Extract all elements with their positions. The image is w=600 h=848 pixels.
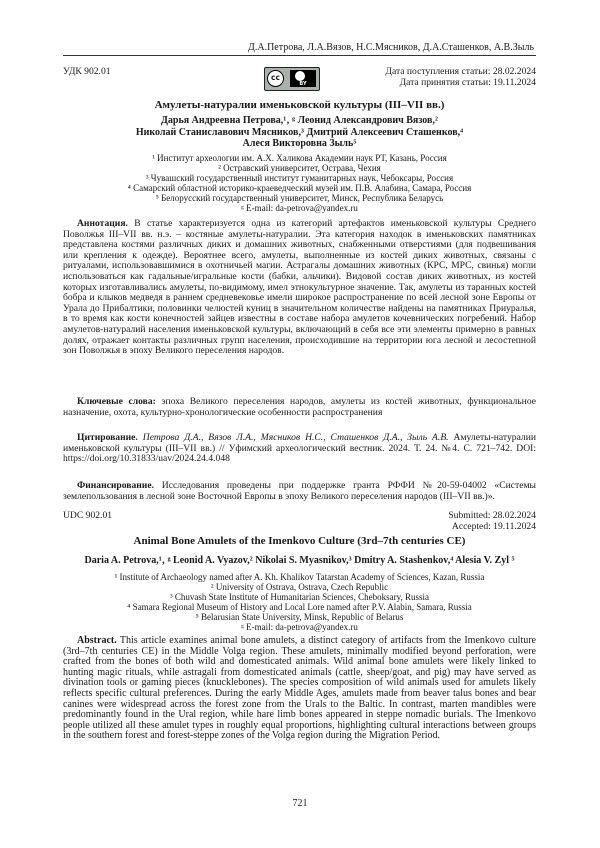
en-dates	[448, 510, 536, 532]
en-udc: UDC 902.01	[63, 510, 113, 521]
ru-submitted: Дата поступления статьи: 28.02.2024	[385, 66, 536, 77]
ru-affiliation: ³ Чувашский государственный институт гуманитарных наук, Чебоксары, Россия	[145, 173, 454, 183]
by-label: BY	[299, 81, 307, 87]
ru-keywords	[63, 397, 536, 418]
cc-icon: cc	[267, 70, 284, 87]
ru-funding	[63, 481, 536, 502]
page-number: 721	[292, 798, 308, 809]
ru-authors	[63, 115, 536, 150]
ru-keywords-text: эпоха Великого переселения народов, амулеты из костей животных, функциональное назначение, охота, культурно-хронологические особенности распространения	[63, 396, 536, 418]
en-abstract-label: Abstract.	[77, 635, 117, 646]
ru-abstract	[63, 219, 536, 357]
ru-affiliation: ² Остравский университет, Острава, Чехия	[218, 163, 381, 173]
en-accepted: Accepted: 19.11.2024	[451, 521, 536, 532]
ru-abstract-text: В статье характеризуется одна из категорий артефактов именьковской культуры Среднего Поволжья III–VII вв. н.э. – костяные амулеты-натуралии. Эта категория находок в именьковских памятниках представлена костями различных диких и домашних животных, снабженными отверстиями (для подвешивания или крепления к одежде). Вероятнее всего, амулеты, выполненные из костей диких животных, связаны с ритуалами, использовавшимися в охотничьей магии. Астрагалы домашних животных (КРС, МРС, свинья) могли использоваться как гадальные/игральные кости (бабки, альчики). Видовой состав диких животных, из костей которых изготавливались амулеты, по-видимому, имел этнокультурное значение. Так, амулеты из таранных костей бобра и клыков медведя в раннем средневековье имели широкое распространение по всей лесной зоне Европы от Урала до Прибалтики, половинки челюстей куниц в значительном количестве найдены на памятниках Приуралья, в то время как кости конечностей зайцев известны в составе набора амулетов кочевнических погребений. Набор амулетов-натуралий населения именьковской культуры, включающий в себя все эти элементы примерно в равных долях, отражает контакты различных групп населения, происходившие на территории юга лесной и лесостепной зон Поволжья в эпоху Великого переселения народов.	[63, 218, 536, 357]
ru-keywords-label: Ключевые слова:	[77, 396, 156, 407]
en-affiliation: ⁴ Samara Regional Museum of History and Local Lore named after P.V. Alabin, Samara, Russia	[127, 602, 472, 612]
en-submitted: Submitted: 28.02.2024	[448, 510, 536, 521]
ru-accepted: Дата принятия статьи: 19.11.2024	[399, 77, 536, 88]
ru-citation-text[interactable]: Амулеты-натуралии именьковской культуры (III–VII вв.) // Уфимский археологический вестник. 2024. Т. 24. №4. С. 721–742. DOI: https://doi.org/10.31833/uav/2024.24.4.048	[63, 432, 536, 465]
ru-affiliation: ⁴ Самарский областной историко-краеведческий музей им. П.В. Алабина, Самара, Россия	[127, 183, 472, 193]
en-title: Animal Bone Amulets of the Imenkovo Culture (3rd–7th centuries CE)	[133, 535, 466, 547]
ru-title: Амулеты-натуралии именьковской культуры (III–VII вв.)	[154, 99, 445, 111]
by-icon	[290, 70, 316, 87]
ru-affiliation: ¹ Институт археологии им. А.Х. Халикова Академии наук РТ, Казань, Россия	[152, 153, 447, 163]
en-authors: Daria A. Petrova,¹‚ ᵍ Leonid A. Vyazov,² Nikolai S. Myasnikov,³ Dmitry A. Stashenkov,⁴ Alesia V. Zyl ⁵	[84, 555, 515, 566]
en-affiliations	[63, 572, 536, 632]
en-affiliation: ³ Chuvash State Institute of Humanitarian Sciences, Cheboksary, Russia	[169, 592, 430, 602]
license-badge[interactable]	[264, 67, 320, 91]
ru-authors-line1: Дарья Андреевна Петрова,¹‚ ᵍ Леонид Александрович Вязов,²	[161, 115, 438, 126]
en-affiliation: ¹ Institute of Archaeology named after A. Kh. Khalikov Tatarstan Academy of Sciences, Kazan, Russia	[114, 572, 485, 582]
en-abstract-text: This article examines animal bone amulets, a distinct category of artifacts from the Imenkovo culture (3rd–7th centuries CE) in the Middle Volga region. These amulets, minimally modified beyond perforation, were crafted from the bones of both wild and domesticated animals. Wild animal bone amulets were likely linked to hunting magic rituals, while astragali from domesticated animals (cattle, sheep/goat, and pig) may have served as divination tools or gaming pieces (knucklebones). The species composition of wild animals used for amulets likely reflects specific cultural preferences. During the early Middle Ages, amulets made from beaver talus bones and bear canines were widespread across the forest zone from the Urals to the Baltic. In contrast, marten mandibles were predominantly found in the Ural region, while hare limb bones appeared in steppe nomadic burials. The Imenkovo people utilized all these amulet types in roughly equal proportions, highlighting cultural interactions between groups in the southern forest and forest-steppe zones of the Volga region during the Migration Period.	[63, 635, 536, 742]
en-affiliation: ⁵ Belarusian State University, Minsk, Republic of Belarus	[195, 612, 404, 622]
ru-authors-line2: Николай Станиславович Мясников,³ Дмитрий Алексеевич Сташенков,⁴	[135, 126, 464, 138]
en-affiliation: ² University of Ostrava, Ostrava, Czech Republic	[210, 582, 389, 592]
ru-dates	[385, 66, 536, 88]
ru-udc: УДК 902.01	[63, 66, 111, 77]
ru-funding-text: Исследования проведены при поддержке гранта РФФИ №20-59-04002 «Системы землепользования в лесной зоне Восточной Европы в эпоху Великого переселения народов (III–VII вв.)».	[63, 480, 536, 502]
ru-citation	[63, 433, 536, 465]
ru-affiliation: ⁵ Белорусский государственный университет, Минск, Республика Беларусь	[155, 193, 444, 203]
en-email[interactable]: ᵍ E-mail: da-petrova@yandex.ru	[241, 622, 358, 632]
header-rule	[63, 55, 536, 56]
en-abstract	[63, 636, 536, 742]
by-person-icon	[295, 71, 305, 81]
ru-citation-authors: Петрова Д.А., Вязов Л.А., Мясников Н.С., Сташенков Д.А., Зыль А.В.	[142, 432, 449, 443]
ru-abstract-label: Аннотация.	[77, 218, 128, 229]
ru-email[interactable]: ᵍ E-mail: da-petrova@yandex.ru	[241, 203, 358, 213]
ru-funding-label: Финансирование.	[77, 480, 154, 491]
ru-citation-label: Цитирование.	[77, 432, 138, 443]
ru-affiliations	[63, 153, 536, 213]
ru-authors-line3: Алеся Викторовна Зыль⁵	[242, 138, 357, 149]
running-head: Д.А.Петрова, Л.А.Вязов, Н.С.Мясников, Д.А.Сташенков, А.В.Зыль	[248, 42, 534, 53]
